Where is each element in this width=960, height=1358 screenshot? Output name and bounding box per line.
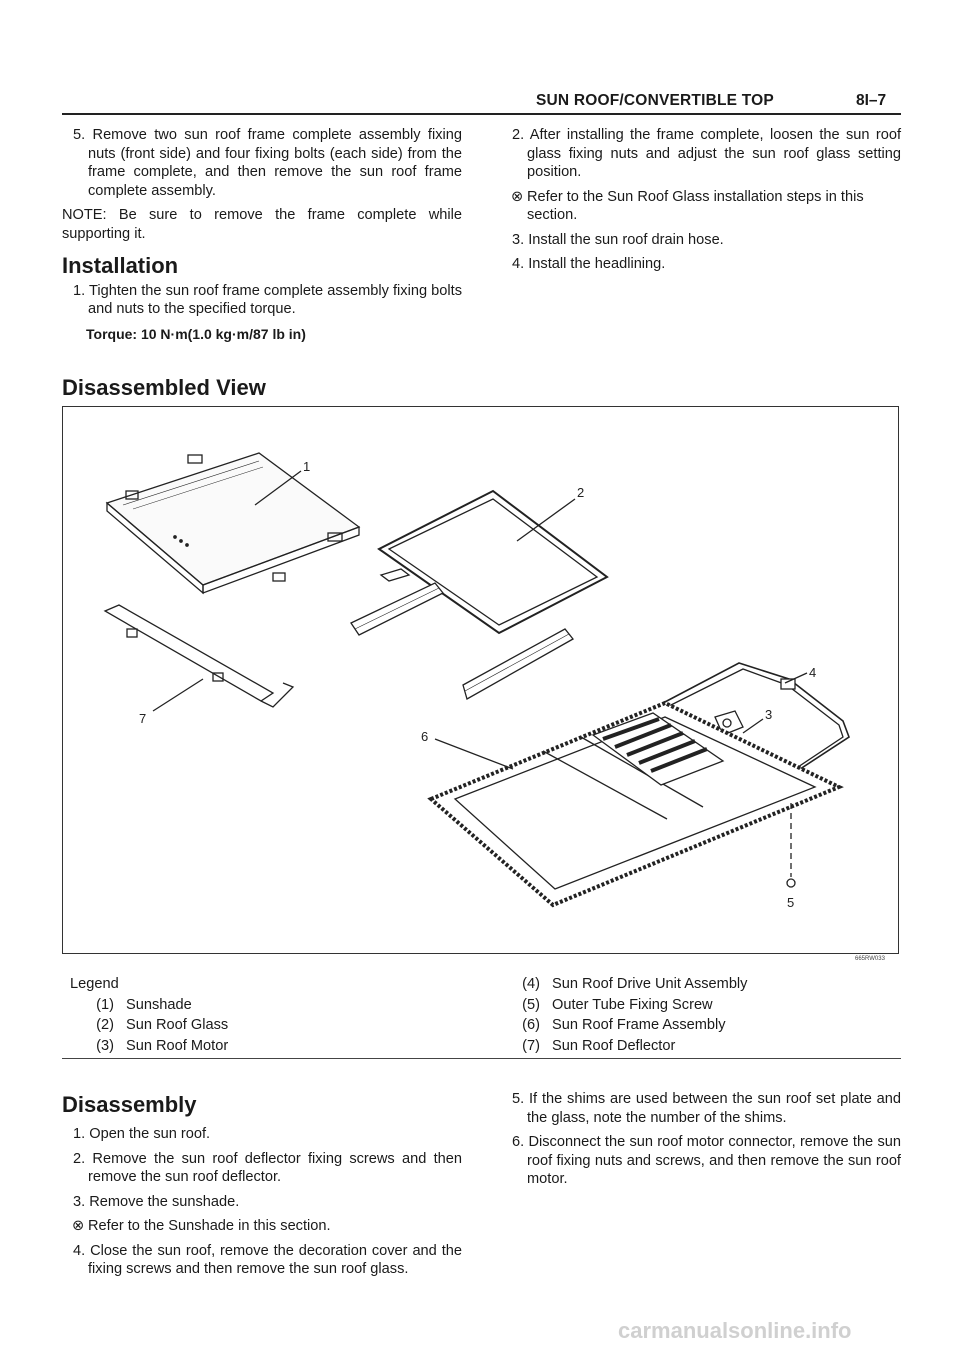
disassembled-view-figure xyxy=(62,406,899,954)
legend-title: Legend xyxy=(70,976,119,992)
install-bullet xyxy=(501,188,901,225)
disassembly-step-4: 4. Close the sun roof, remove the decoration cover and the fixing screws and then remove the sun roof glass. xyxy=(73,1242,462,1277)
removal-step-5: 5. Remove two sun roof frame complete assembly fixing nuts (front side) and four fixing bolts (each side) from the frame complete, and then remove the sun roof frame complete assembly. xyxy=(73,127,462,199)
bullet-icon: ⊗ xyxy=(72,1218,85,1234)
figure-id: 665RW033 xyxy=(855,956,885,962)
callout-5: 5 xyxy=(787,895,795,910)
leader-3 xyxy=(743,719,763,733)
clip-part-drawing xyxy=(381,569,409,581)
callout-3: 3 xyxy=(765,707,773,722)
top-right-column xyxy=(501,126,901,280)
legend-right xyxy=(496,974,896,1056)
install-step-3: 3. Install the sun roof drain hose. xyxy=(512,231,724,248)
disassembly-step-3: 3. Remove the sunshade. xyxy=(73,1193,240,1210)
leader-7 xyxy=(153,679,203,711)
sun-roof-glass-drawing xyxy=(379,491,607,633)
install-bullet-text: Refer to the Sun Roof Glass installation steps in this section. xyxy=(527,188,864,223)
disassembly-step-5: 5. If the shims are used between the sun roof set plate and the glass, note the number of the shims. xyxy=(512,1091,901,1126)
disassembly-bullet xyxy=(62,1217,462,1236)
callout-6: 6 xyxy=(421,729,429,744)
removal-note: NOTE: Be sure to remove the frame complete while supporting it. xyxy=(62,207,462,242)
frame-drawing xyxy=(431,703,839,905)
callout-4: 4 xyxy=(809,665,817,680)
disassembly-step-6: 6. Disconnect the sun roof motor connector, remove the sun roof fixing nuts and screws, and then remove the sun roof motor. xyxy=(512,1134,901,1187)
installation-heading: Installation xyxy=(62,253,179,278)
install-step-4: 4. Install the headlining. xyxy=(512,256,666,272)
header-rule xyxy=(62,113,901,115)
callout-2: 2 xyxy=(577,485,585,500)
legend-item: (4) Sun Roof Drive Unit Assembly xyxy=(522,976,748,992)
watermark: carmanualsonline.info xyxy=(618,1318,852,1343)
legend-item: (5) Outer Tube Fixing Screw xyxy=(522,996,713,1013)
legend-item: (2) Sun Roof Glass xyxy=(96,1017,229,1033)
section-title: SUN ROOF/CONVERTIBLE TOP xyxy=(536,92,774,109)
legend-item: (6) Sun Roof Frame Assembly xyxy=(522,1017,726,1033)
page-number: 8I–7 xyxy=(856,92,887,109)
callout-1: 1 xyxy=(303,459,311,474)
legend-item: (7) Sun Roof Deflector xyxy=(522,1037,676,1054)
bullet-icon: ⊗ xyxy=(511,188,524,205)
legend-item: (1) Sunshade xyxy=(96,996,192,1013)
disassembly-bullet-text: Refer to the Sunshade in this section. xyxy=(88,1218,331,1234)
torque-spec: Torque: 10 N·m(1.0 kg·m/87 lb in) xyxy=(86,325,306,342)
install-step-1: 1. Tighten the sun roof frame complete assembly fixing bolts and nuts to the specified torque. xyxy=(73,282,462,317)
seal-strip-drawing xyxy=(351,583,443,635)
outer-tube-screw-drawing xyxy=(787,803,795,887)
disassembly-step-2: 2. Remove the sun roof deflector fixing screws and then remove the sun roof deflector. xyxy=(73,1150,462,1185)
install-step-2: 2. After installing the frame complete, loosen the sun roof glass fixing nuts and adjust the sun roof glass setting position. xyxy=(512,127,901,180)
callout-7: 7 xyxy=(139,711,147,726)
sunshade-drawing xyxy=(107,453,359,593)
disassembly-left-column xyxy=(62,1125,462,1285)
top-left-column xyxy=(62,126,462,349)
disassembly-right-column xyxy=(501,1090,901,1195)
deflector-drawing xyxy=(105,605,293,707)
legend-left xyxy=(70,974,490,1056)
exploded-diagram xyxy=(63,407,898,953)
legend-rule xyxy=(62,1058,901,1059)
disassembled-view-heading: Disassembled View xyxy=(62,375,266,400)
leader-6 xyxy=(435,739,513,769)
legend-item: (3) Sun Roof Motor xyxy=(96,1037,229,1054)
disassembly-heading: Disassembly xyxy=(62,1092,197,1117)
deflector-cover-drawing xyxy=(463,629,573,699)
disassembly-step-1: 1. Open the sun roof. xyxy=(73,1126,211,1142)
